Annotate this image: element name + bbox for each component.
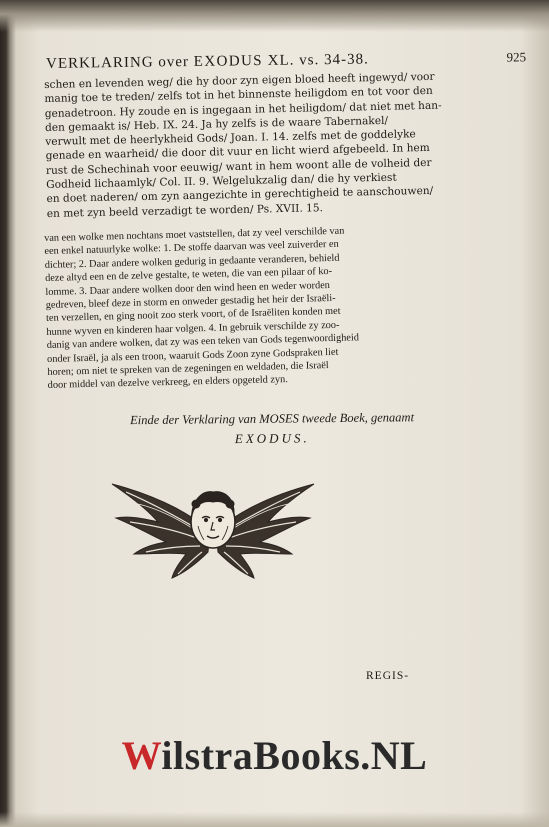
blackletter-paragraph <box>44 68 529 221</box>
text-line: danig van andere wolken, dat zy was een teken van Gods tegenwoordigheid <box>46 332 360 352</box>
text-line: lomme. 3. Daar andere wolken door den wind heen en weder worden <box>45 279 331 298</box>
text-line: en doet naderen/ om zyn aangezichte in gerechtigheid te aanschouwen/ <box>46 185 434 206</box>
text-line: door middel van dezelve verkreeg, en elders opgeteld zyn. <box>47 374 288 392</box>
text-line: genadetroon. Hy zoude en is ingegaan in het heiligdom/ dat niet met han- <box>44 99 442 120</box>
text-line: onder Israël, ja als een troon, waaruit Gods Zoon zyne Godspraken liet <box>46 346 339 365</box>
text-line: Godheid lichaamlyk/ Col. II. 9. Welgelukzalig dan/ die hy verkiest <box>46 171 397 192</box>
watermark-rest: ilstraBooks.NL <box>161 733 428 778</box>
end-note-line: Einde der Verklaring van MOSES tweede Boek, genaamt <box>130 410 415 428</box>
text-line: deze altyd een en de zelve gestalte, te weten, die van een pilaar of ko- <box>45 266 333 285</box>
page-number: 925 <box>506 49 527 65</box>
text-line: verwult met de heerlykheid Gods/ Joan. I. 14. zelfs met de goddelyke <box>45 128 416 149</box>
text-line: genade en waarheid/ die door dit vuur en licht wierd afgebeeld. In hem <box>45 142 430 163</box>
text-line: dichter; 2. Daar andere wolken gedurig in gedaante veranderen, behield <box>44 252 340 271</box>
watermark-logo <box>0 732 549 779</box>
text-line: van een wolke men nochtans moet vaststellen, dat zy veel verschilde van <box>44 225 345 244</box>
text-line: een enkel natuurlyke wolke: 1. De stoffe daarvan was veel zuiverder en <box>44 239 339 258</box>
end-note-title: EXODUS. <box>234 430 310 447</box>
catchword: REGIS- <box>366 670 410 682</box>
text-line: den gemaakt is/ Heb. IX. 24. Ja hy zelfs is de waare Tabernakel/ <box>44 114 389 134</box>
running-title-book: EXODUS <box>193 52 264 70</box>
text-line: gedreven, bleef deze in storm en onweder gestadig het heir der Israëli- <box>45 292 336 312</box>
page-bottom-edge <box>0 812 549 827</box>
text-line: rust de Schechinah voor eeuwig/ want in hem woont alle de volheid der <box>45 156 432 177</box>
text-line: en met zyn beeld verzadigt te worden/ Ps. XVII. 15. <box>46 201 324 220</box>
text-line: hunne wyven en kinderen haar volgen. 4. In gebruik verschilde zy zoo- <box>46 319 340 338</box>
winged-cherub-head-icon <box>106 478 320 586</box>
text-line: horen; om niet te spreken van de zegeningen en weldaden, die Israël <box>47 360 329 379</box>
roman-paragraph <box>44 220 530 393</box>
text-line: ten verzellen, en ging nooit zoo sterk voort, of de Israëliten konden met <box>45 306 341 325</box>
page-top-shadow <box>0 0 549 32</box>
text-line: schen en levenden weg/ die hy door zyn eigen bloed heeft ingewyd/ voor <box>44 70 435 91</box>
running-title-main: VERKLARING over <box>46 54 190 72</box>
book-end-note <box>52 409 492 449</box>
text-line: manig toe te treden/ zelfs tot in het binnenste heiligdom en tot voor den <box>44 85 433 106</box>
running-title-chapter: XL. vs. 34-38. <box>267 51 369 69</box>
running-title <box>46 51 369 73</box>
watermark-initial: W <box>121 733 162 778</box>
